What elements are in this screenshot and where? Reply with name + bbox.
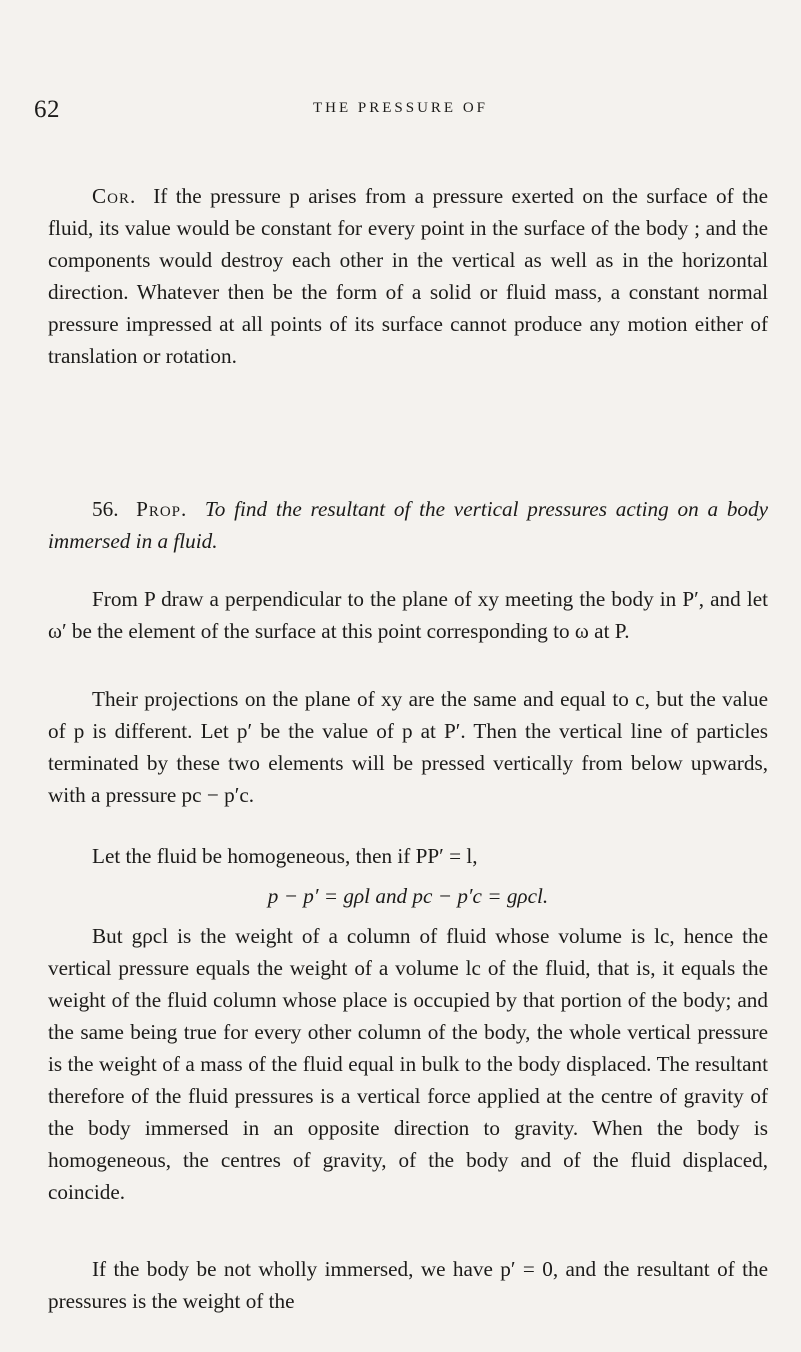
paragraph-text: If the body be not wholly immersed, we have p′ = 0, and the resultant of the pressures is the weight of the (48, 1257, 768, 1313)
paragraph-text: Their projections on the plane of xy are the same and equal to c, but the value of p is different. Let p′ be the value of p at P′. Then the vertical line of particles terminated by these two elements will be pressed vertically from below upwards, with a pressure pc − p′c. (48, 687, 768, 807)
equation: p − p′ = gρl and pc − p′c = gρcl. (267, 884, 549, 908)
proposition-title: To find the resultant of the vertical pressures acting on a body immersed in a fluid. (48, 497, 769, 553)
running-head: THE PRESSURE OF (312, 100, 489, 116)
paragraph-not-immersed (48, 1253, 768, 1317)
corollary-paragraph (48, 180, 768, 372)
proposition-label: Prop. (136, 497, 188, 521)
proposition-number: 56. (92, 497, 119, 521)
paragraph-text: Let the fluid be homogeneous, then if PP′ = l, (92, 844, 478, 868)
corollary-label: Cor. (92, 184, 137, 208)
paragraph-text: But gρcl is the weight of a column of fluid whose volume is lc, hence the vertical pressure equals the weight of a volume lc of the fluid, that is, it equals the weight of the fluid column whose place is occupied by that portion of the body; and the same being true for every other column of the body, the whole vertical pressure is the weight of a mass of the fluid equal in bulk to the body displaced. The resultant therefore of the fluid pressures is a vertical force applied at the centre of gravity of the body immersed in an opposite direction to gravity. When the body is homogeneous, the centres of gravity, of the body and of the fluid displaced, coincide. (48, 924, 768, 1204)
paragraph-text: From P draw a perpendicular to the plane of xy meeting the body in P′, and let ω′ be the element of the surface at this point corresponding to ω at P. (48, 587, 768, 643)
page-number: 62 (34, 96, 60, 123)
equation-line (48, 880, 768, 912)
paragraph-homogeneous (48, 840, 768, 872)
paragraph-projections (48, 683, 768, 811)
corollary-text: If the pressure p arises from a pressure exerted on the surface of the fluid, its value would be constant for every point in the surface of the body ; and the components would destroy each other in the vertical as well as in the horizontal direction. Whatever then be the form of a solid or fluid mass, a constant normal pressure impressed at all points of its surface cannot produce any motion either of translation or rotation. (48, 184, 768, 368)
paragraph-draw-perpendicular (48, 583, 768, 647)
proposition-heading (48, 493, 768, 557)
paragraph-weight-column (48, 920, 768, 1208)
